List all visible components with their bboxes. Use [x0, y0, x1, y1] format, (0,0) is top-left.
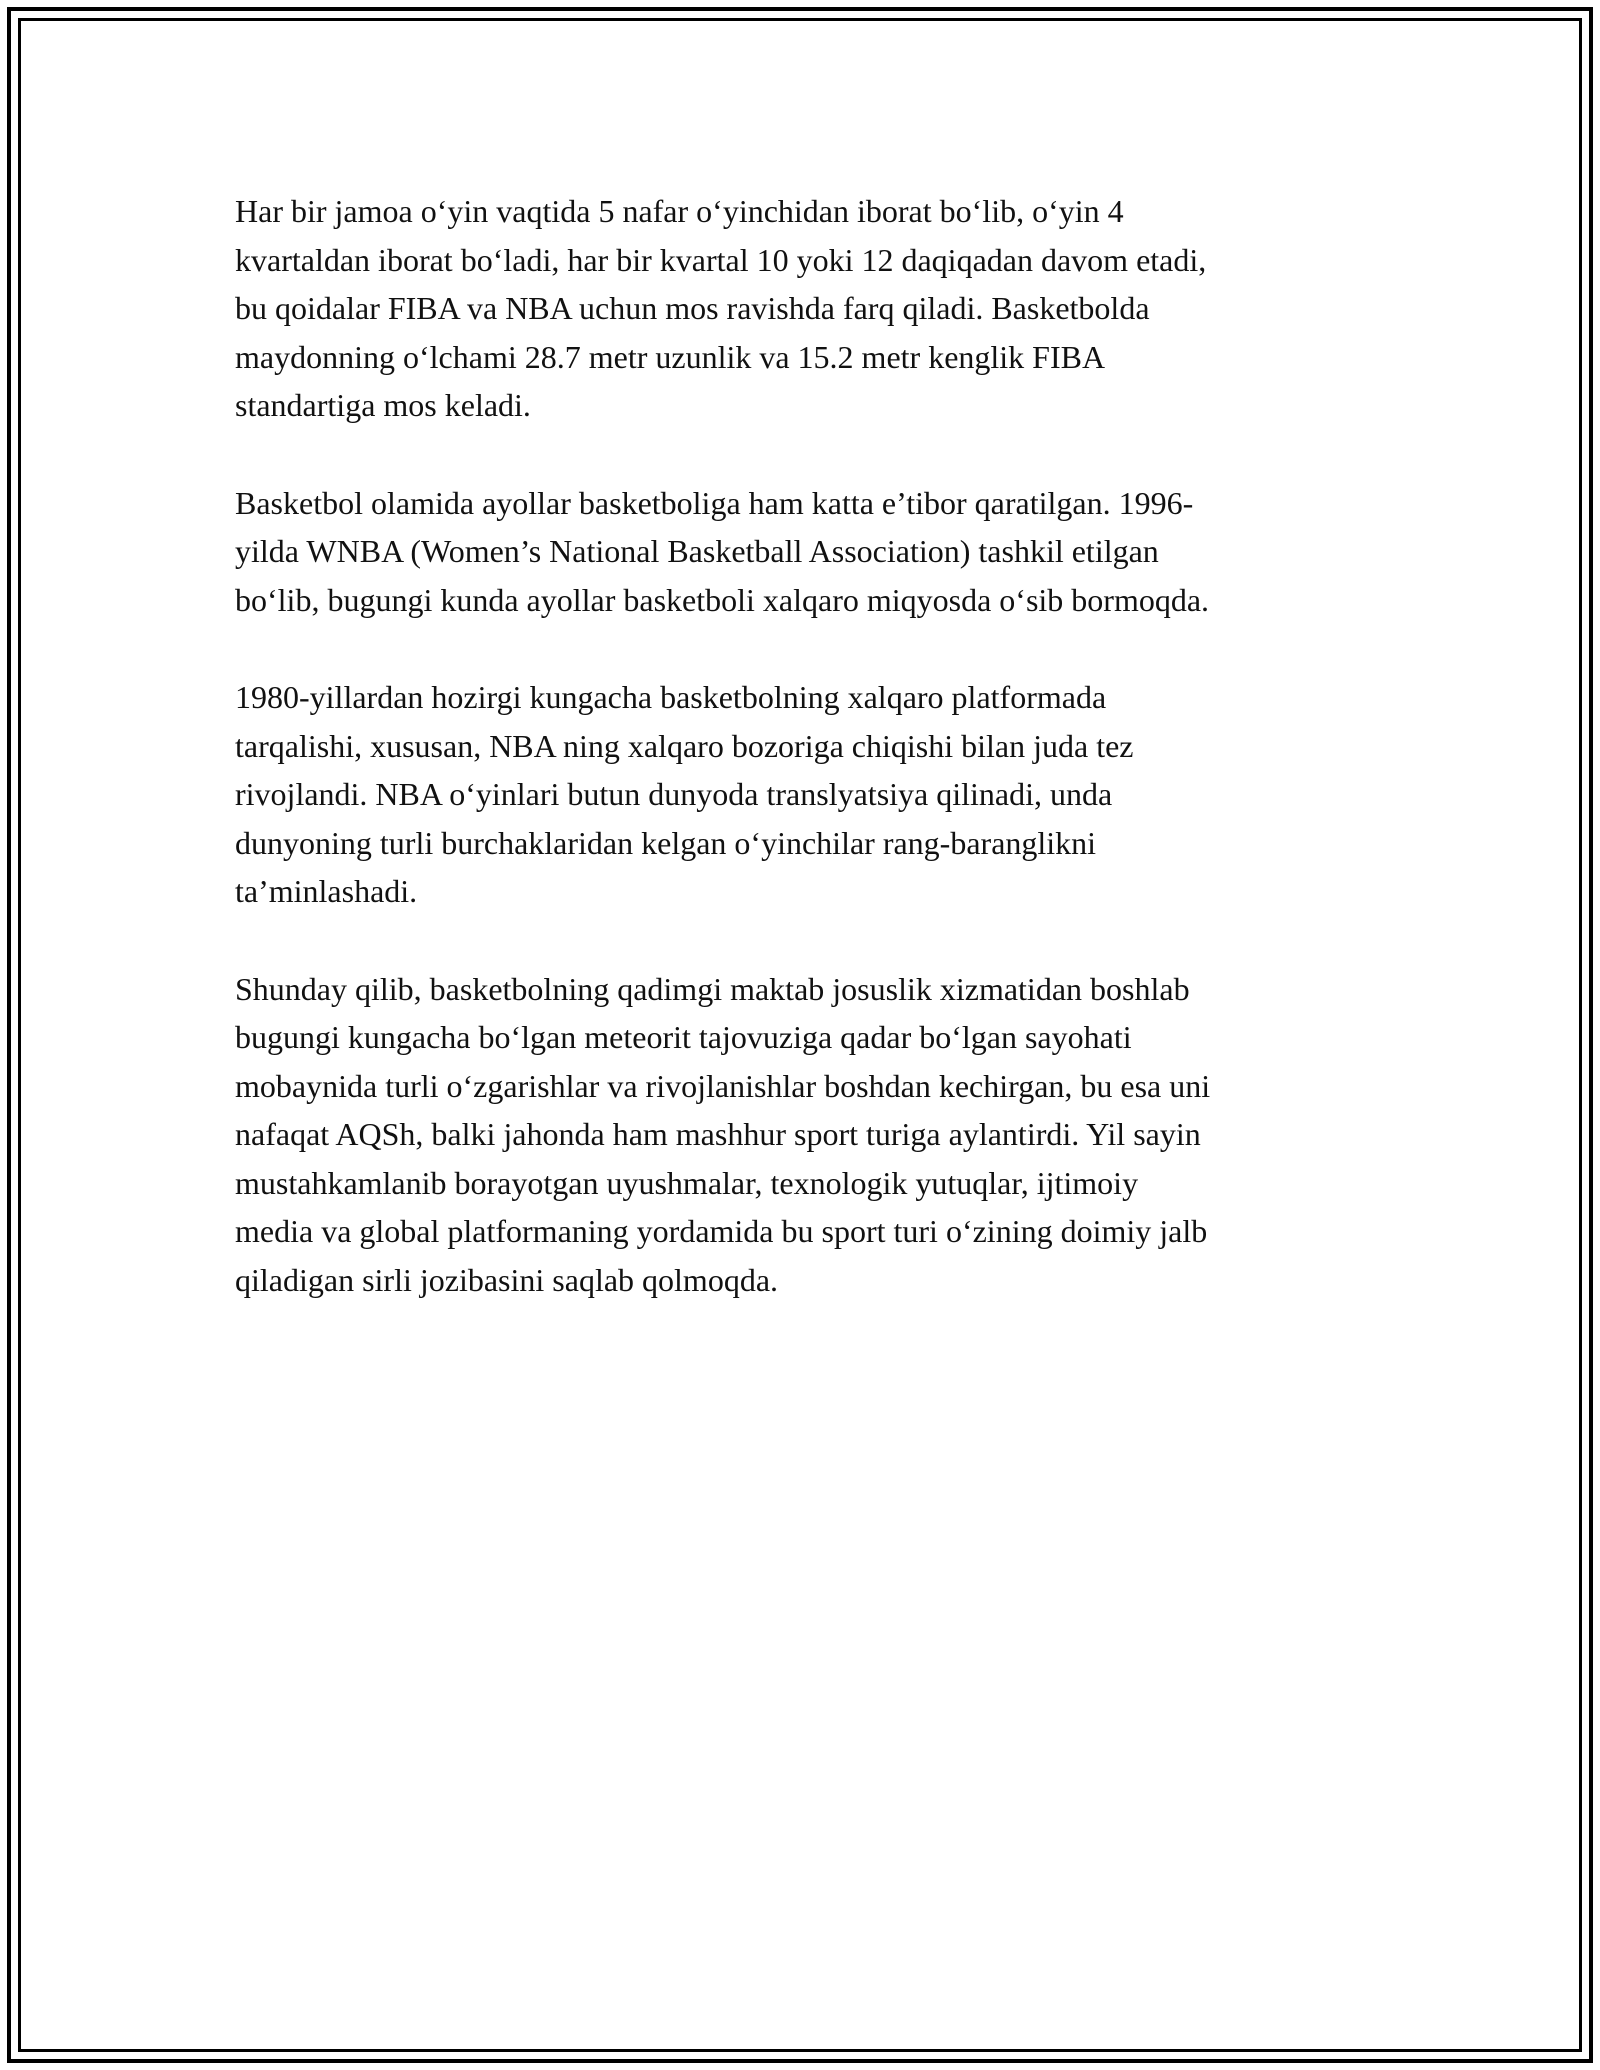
paragraph-game-rules: Har bir jamoa o‘yin vaqtida 5 nafar o‘yinchidan iborat bo‘lib, o‘yin 4 kvartaldan iborat bo‘ladi, har bir kvartal 10 yoki 12 daqiqadan davom etadi, bu qoidalar FIBA va NBA uchun mos ravishda farq qiladi. Basketbolda maydonning o‘lchami 28.7 metr uzunlik va 15.2 metr kenglik FIBA standartiga mos keladi. — [235, 193, 1207, 423]
paragraph-womens-basketball: Basketbol olamida ayollar basketboliga ham katta e’tibor qaratilgan. 1996- yilda WNBA (Women’s National Basketball Association) tashkil etilgan bo‘lib, bugungi kunda ayollar basketboli xalqaro miqyosda o‘sib bormoqda. — [235, 484, 1210, 618]
paragraph-international-growth: 1980-yillardan hozirgi kungacha basketbolning xalqaro platformada tarqalishi, xususan, NBA ning xalqaro bozoriga chiqishi bilan juda tez rivojlandi. NBA o‘yinlari butun dunyoda translyatsiya qilinadi, unda dunyoning turli burchaklaridan kelgan o‘yinchilar rang-baranglikni ta’minlashadi. — [235, 679, 1134, 909]
document-body — [235, 187, 1365, 1353]
paragraph-conclusion: Shunday qilib, basketbolning qadimgi maktab josuslik xizmatidan boshlab bugungi kungacha bo‘lgan meteorit tajovuziga qadar bo‘lgan sayohati mobaynida turli o‘zgarishlar va rivojlanishlar boshdan kechirgan, bu esa uni nafaqat AQSh, balki jahonda ham mashhur sport turiga aylantirdi. Yil sayin mustahkamlanib borayotgan uyushmalar, texnologik yutuqlar, ijtimoiy media va global platformaning yordamida bu sport turi o‘zining doimiy jalb qiladigan sirli jozibasini saqlab qolmoqda. — [235, 970, 1211, 1298]
